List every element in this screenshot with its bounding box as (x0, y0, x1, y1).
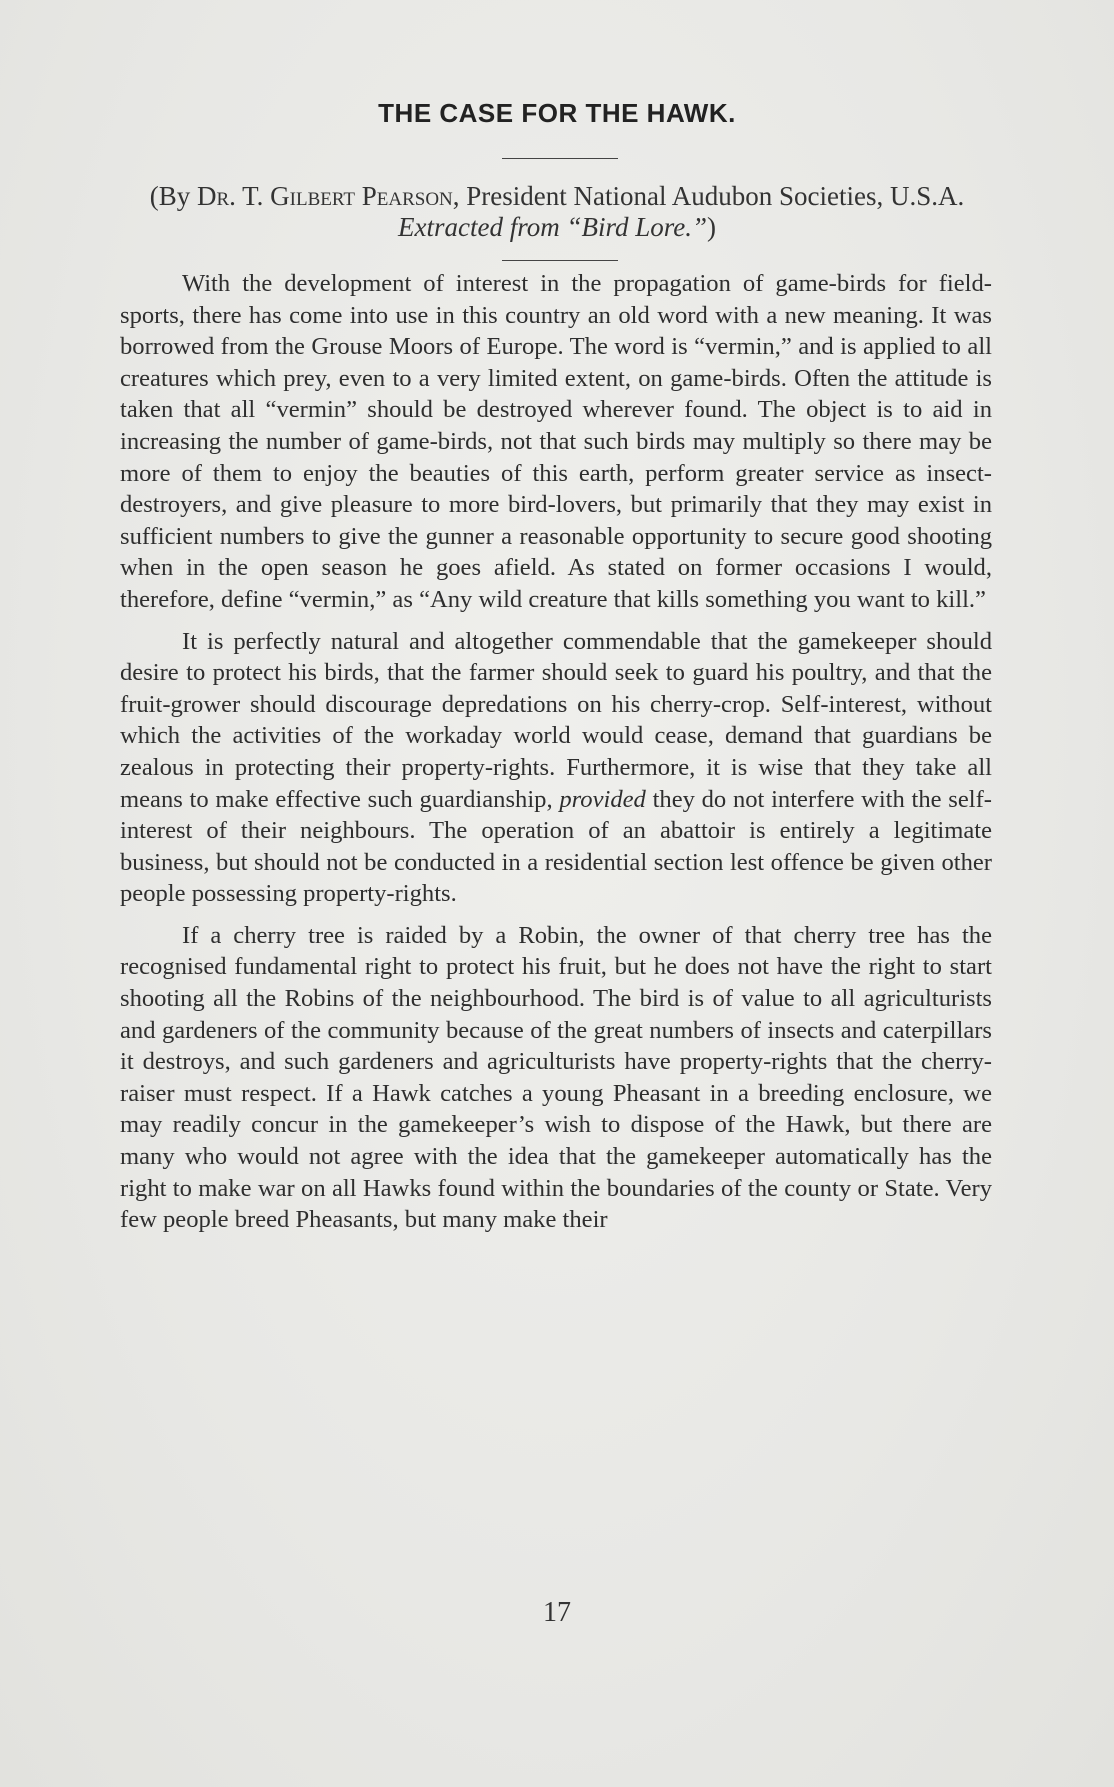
byline-source: Extracted from “Bird Lore.” (398, 212, 707, 242)
article-title: THE CASE FOR THE HAWK. (378, 98, 736, 128)
byline-close: ) (707, 212, 716, 242)
paragraph-2-emphasis: provided (559, 785, 646, 813)
byline (118, 181, 996, 243)
byline-open: (By (149, 181, 197, 211)
article-body (120, 268, 992, 1246)
title-divider (502, 158, 618, 159)
paragraph-2-start: It is perfectly natural and altogether commendable that the gamekeeper should desire to protect his birds, that the farmer should seek to guard his poultry, and that the fruit-grower should discourage depredations on his cherry-crop. Self-interest, without which the activities of the workaday world would cease, demand that guardians be zealous in protecting their property-rights. Furthermore, it is wise that they take all means to make effective such guardianship, (120, 627, 992, 813)
byline-divider (502, 260, 618, 261)
page-number: 17 (543, 1597, 571, 1628)
paragraph-1: With the development of interest in the propagation of game-birds for field-sports, there has come into use in this country an old word with a new meaning. It was borrowed from the Grouse Moors of Europe. The word is “vermin,” and is applied to all creatures which prey, even to a very limited extent, on game-birds. Often the attitude is taken that all “vermin” should be destroyed wherever found. The object is to aid in increasing the number of game-birds, not that such birds may multiply so there may be more of them to enjoy the beauties of this earth, perform greater service as insect-destroyers, and give pleasure to more bird-lovers, but primarily that they may exist in sufficient numbers to give the gunner a reasonable opportunity to secure good shooting when in the open season he goes afield. As stated on former occasions I would, therefore, define “vermin,” as “Any wild creature that kills something you want to kill.” (120, 270, 992, 613)
paragraph-3: If a cherry tree is raided by a Robin, the owner of that cherry tree has the recognised fundamental right to protect his fruit, but he does not have the right to start shooting all the Robins of the neighbourhood. The bird is of value to all agriculturists and gardeners of the community because of the great numbers of insects and caterpillars it destroys, and such gardeners and agriculturists have property-rights that the cherry-raiser must respect. If a Hawk catches a young Pheasant in a breeding enclosure, we may readily concur in the gamekeeper’s wish to dispose of the Hawk, but there are many who would not agree with the idea that the gamekeeper automatically has the right to make war on all Hawks found within the boundaries of the county or State. Very few people breed Pheasants, but many make their (120, 921, 992, 1234)
byline-position: , President National Audubon Societies, U.S.A. (452, 181, 965, 211)
paragraph-2-end: they do not interfere with the self-interest of their neighbours. The operation of an abattoir is entirely a legitimate business, but should not be conducted in a residential section lest offence be given other people possessing property-rights. (120, 785, 992, 908)
byline-author: Dr. T. Gilbert Pearson (196, 181, 453, 211)
paragraph-2 (120, 626, 992, 910)
